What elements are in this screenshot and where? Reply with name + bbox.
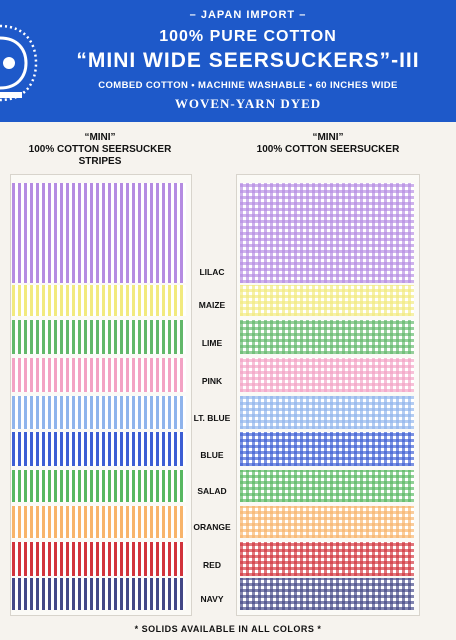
header-title: “MINI WIDE SEERSUCKERS”-III xyxy=(76,49,420,72)
left-column-title-line-1: “MINI” xyxy=(84,132,116,143)
gingham-swatch xyxy=(240,285,414,316)
gingham-swatch xyxy=(240,470,414,502)
left-column-title-line-2: 100% COTTON SEERSUCKER xyxy=(28,144,172,155)
gingham-swatch xyxy=(240,358,414,392)
gingham-swatch xyxy=(240,320,414,354)
header-line-2: 100% PURE COTTON xyxy=(159,28,337,45)
left-column-title xyxy=(12,132,188,168)
stripe-swatch xyxy=(12,183,186,283)
stripe-swatch xyxy=(12,542,186,576)
color-label: SALAD xyxy=(197,486,227,496)
left-column-title-line-3: STRIPES xyxy=(78,156,122,167)
right-column-title-line-1: “MINI” xyxy=(312,132,344,143)
color-label: MAIZE xyxy=(198,300,226,310)
right-column-title-line-2: 100% COTTON SEERSUCKER xyxy=(256,144,400,155)
gingham-swatch xyxy=(240,542,414,576)
stripe-swatch xyxy=(12,358,186,392)
gingham-swatch xyxy=(240,432,414,466)
color-label: RED xyxy=(203,560,221,570)
stripe-swatch xyxy=(12,285,186,316)
stripe-swatch xyxy=(12,470,186,502)
color-label: LILAC xyxy=(199,267,225,277)
footer-note: * SOLIDS AVAILABLE IN ALL COLORS * xyxy=(134,624,322,634)
color-label: LIME xyxy=(201,338,223,348)
color-label: BLUE xyxy=(200,450,224,460)
stripe-swatch xyxy=(12,506,186,538)
header-line-4: COMBED COTTON • MACHINE WASHABLE • 60 INCHES WIDE xyxy=(98,80,398,91)
gingham-swatch xyxy=(240,578,414,610)
color-label: LT. BLUE xyxy=(193,413,231,423)
header-banner xyxy=(0,0,456,122)
color-label: ORANGE xyxy=(193,522,231,532)
stripe-swatch xyxy=(12,432,186,466)
gingham-swatch xyxy=(240,506,414,538)
stripe-swatch xyxy=(12,578,186,610)
header-line-5: WOVEN-YARN DYED xyxy=(174,96,322,111)
header-line-1: – JAPAN IMPORT – xyxy=(189,9,307,21)
gingham-swatch xyxy=(240,183,414,283)
right-column-title xyxy=(238,132,418,156)
stripe-swatch xyxy=(12,396,186,429)
color-label: NAVY xyxy=(200,594,224,604)
company-logo-icon xyxy=(0,18,38,108)
gingham-swatch xyxy=(240,396,414,429)
stripe-swatch xyxy=(12,320,186,354)
color-label: PINK xyxy=(201,376,223,386)
